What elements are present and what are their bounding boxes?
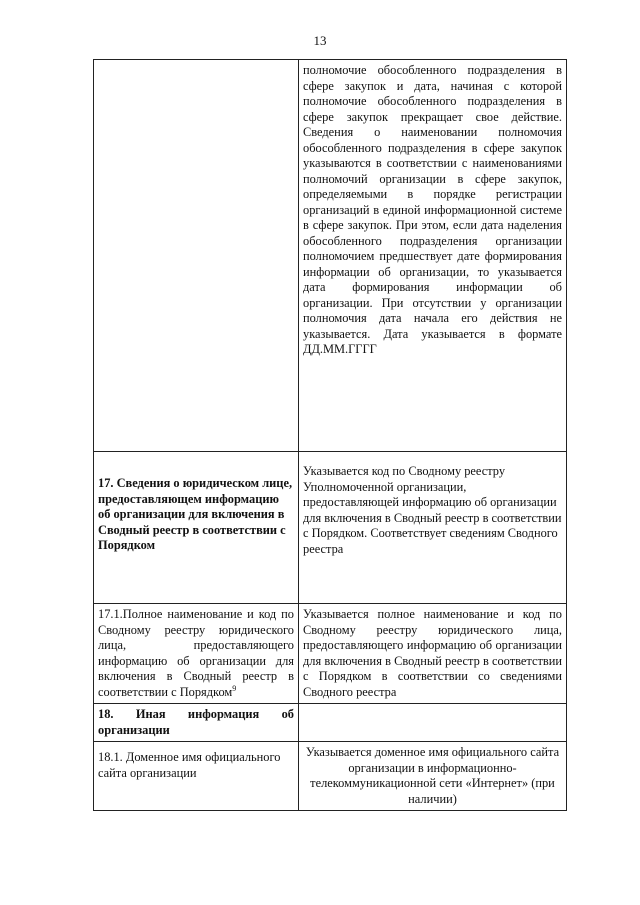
table-cell-description: Указывается код по Сводному реестру Уполномоченной организации, предоставляющей информацию об организации для включения в Сводный реестр в соответствии с Порядком. Соответствует сведениям Сводного реестра [299,452,567,604]
table-cell-description: Указывается полное наименование и код по Сводному реестру юридического лица, предоставляющего информацию об организации для включения в Сводный реестр в соответствии с Порядком в соответствии со сведениями Сводного реестра [299,604,567,704]
table-cell-label [94,604,299,704]
table-row [94,742,567,811]
footnote-marker: 9 [232,683,237,693]
table-row [94,60,567,452]
table-cell-label: 17. Сведения о юридическом лице, предоставляющем информацию об организации для включения в Сводный реестр в соответствии с Порядком [94,452,299,604]
table-cell-description: полномочие обособленного подразделения в сфере закупок и дата, начиная с которой полномочие обособленного подразделения в сфере закупок прекращает свое действие. Сведения о наименовании полномочия обособленного подразделения в сфере закупок указываются в соответствии с наименованиями полномочий организации в сфере закупок, определяемыми в порядке регистрации организаций в единой информационной системе в сфере закупок. При этом, если дата наделения обособленного подразделения организации полномочием предшествует дате формирования информации об организации, то указывается дата формирования информации об организации. При отсутствии у организации полномочия дата начала его действия не указывается. Дата указывается в формате ДД.ММ.ГГГГ [299,60,567,452]
page-number: 13 [313,33,327,48]
table-cell-label: 18. Иная информация об организации [94,704,299,742]
table-cell-label-text: 17.1.Полное наименование и код по Сводному реестру юридического лица, предоставляющего информацию об организации для включения в Сводный реестр в соответствии с Порядком [98,607,294,699]
document-table [93,59,567,811]
table-row [94,452,567,604]
table-cell-description [299,704,567,742]
table-row [94,604,567,704]
table-cell-label [94,60,299,452]
table-row [94,704,567,742]
table-cell-description: Указывается доменное имя официального сайта организации в информационно-телекоммуникационной сети «Интернет» (при наличии) [299,742,567,811]
table-cell-label: 18.1. Доменное имя официального сайта организации [94,742,299,811]
